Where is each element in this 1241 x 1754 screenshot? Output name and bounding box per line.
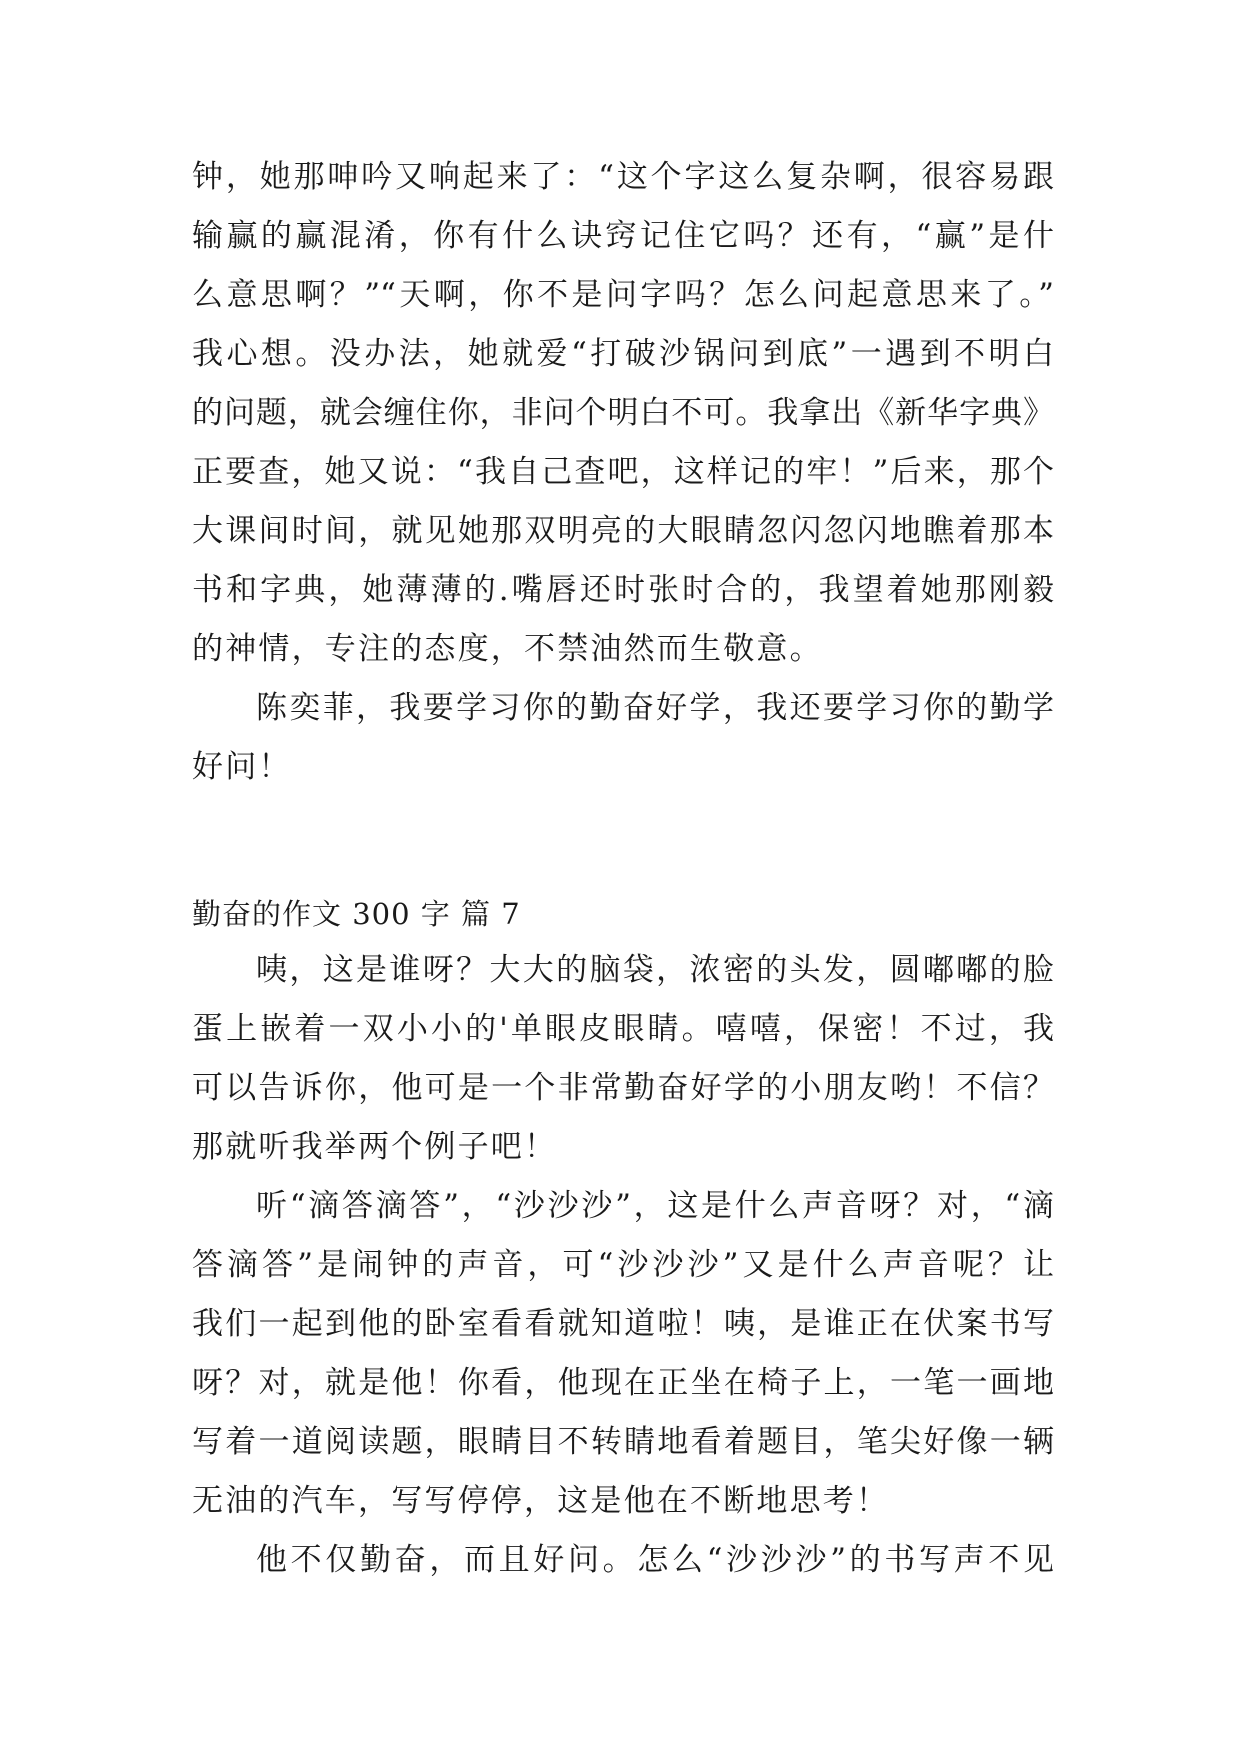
text-line: 书和字典，她薄薄的.嘴唇还时张时合的，我望着她那刚毅 <box>192 572 1054 608</box>
text-line: 无油的汽车，写写停停，这是他在不断地思考！ <box>192 1483 890 1519</box>
paragraph <box>192 679 1054 797</box>
paragraph <box>192 148 1054 679</box>
text-line: 么意思啊？”“天啊，你不是问字吗？怎么问起意思来了。” <box>192 277 1054 313</box>
text-line: 呀？对，就是他！你看，他现在正坐在椅子上，一笔一画地 <box>192 1365 1054 1401</box>
text-line: 的神情，专注的态度，不禁油然而生敬意。 <box>192 631 823 667</box>
section-gap <box>192 797 1054 887</box>
text-line: 写着一道阅读题，眼睛目不转睛地看着题目，笔尖好像一辆 <box>192 1424 1054 1460</box>
text-line: 的问题，就会缠住你，非问个明白不可。我拿出《新华字典》 <box>192 395 1054 431</box>
text-line: 我们一起到他的卧室看看就知道啦！咦，是谁正在伏案书写 <box>192 1306 1054 1342</box>
text-line: 他不仅勤奋，而且好问。怎么“沙沙沙”的书写声不见 <box>256 1542 1054 1578</box>
text-line: 咦，这是谁呀？大大的脑袋，浓密的头发，圆嘟嘟的脸 <box>256 952 1054 988</box>
section-heading: 勤奋的作文 300 字 篇 7 <box>192 897 521 931</box>
text-line: 输赢的赢混淆，你有什么诀窍记住它吗？还有，“赢”是什 <box>192 218 1054 254</box>
paragraph <box>192 1531 1054 1590</box>
paragraph <box>192 1177 1054 1531</box>
document-page <box>192 148 1054 1590</box>
text-line: 钟，她那呻吟又响起来了：“这个字这么复杂啊，很容易跟 <box>192 159 1054 195</box>
text-line: 大课间时间，就见她那双明亮的大眼睛忽闪忽闪地瞧着那本 <box>192 513 1054 549</box>
text-line: 听“滴答滴答”，“沙沙沙”，这是什么声音呀？对，“滴 <box>256 1188 1054 1224</box>
text-line: 我心想。没办法，她就爱“打破沙锅问到底”一遇到不明白 <box>192 336 1054 372</box>
text-line: 可以告诉你，他可是一个非常勤奋好学的小朋友哟！不信？ <box>192 1070 1054 1106</box>
text-line: 陈奕菲，我要学习你的勤奋好学，我还要学习你的勤学 <box>256 690 1054 726</box>
text-line: 正要查，她又说：“我自己查吧，这样记的牢！”后来，那个 <box>192 454 1054 490</box>
text-line: 好问！ <box>192 749 292 785</box>
text-line: 蛋上嵌着一双小小的'单眼皮眼睛。嘻嘻，保密！不过，我 <box>192 1011 1054 1047</box>
text-line: 那就听我举两个例子吧！ <box>192 1129 558 1165</box>
text-line: 答滴答”是闹钟的声音，可“沙沙沙”又是什么声音呢？让 <box>192 1247 1054 1283</box>
paragraph <box>192 941 1054 1177</box>
